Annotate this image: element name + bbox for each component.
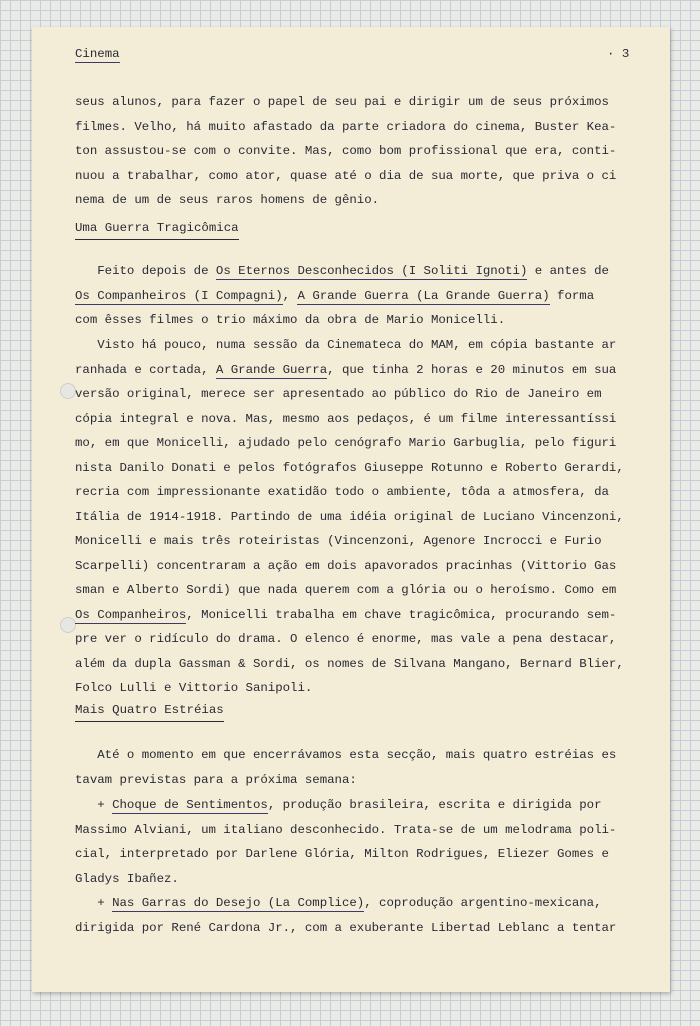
punch-hole-bottom	[60, 617, 76, 633]
heading-guerra: Uma Guerra Tragicômica	[75, 221, 239, 240]
heading-estreias: Mais Quatro Estréias	[75, 703, 224, 722]
paragraph-ate: Até o momento em que encerrávamos esta secção, mais quatro estréias es tavam previstas para a próxima semana:	[75, 748, 617, 787]
list-item-choque: + Choque de Sentimentos, produção brasileira, escrita e dirigida por Massimo Alviani, um italiano desconhecido. Trata-se de um melodrama poli- cial, interpretado por Darlene Glória, Milton Rodrigues, Eliezer Gomes e Gladys Ibañez.	[75, 798, 617, 886]
section-header: Cinema	[75, 47, 120, 61]
paragraph-feito: Feito depois de Os Eternos Desconhecidos (I Soliti Ignoti) e antes de Os Companheiros (I Compagni), A Grande Guerra (La Grande Guerra) forma com êsses filmes o trio máximo da obra de Mario Monicelli.	[75, 264, 609, 327]
list-item-garras: + Nas Garras do Desejo (La Complice), coprodução argentino-mexicana, dirigida por René Cardona Jr., com a exuberante Libertad Leblanc a tentar	[75, 896, 617, 935]
typewritten-page	[32, 27, 670, 992]
punch-hole-top	[60, 383, 76, 399]
paragraph-visto: Visto há pouco, numa sessão da Cinemateca do MAM, em cópia bastante ar ranhada e cortada, A Grande Guerra, que tinha 2 horas e 20 minutos em sua versão original, merece ser apresentado ao público do Rio de Janeiro em cópia integral e nova. Mas, mesmo aos pedaços, é um filme interessantíssi mo, em que Monicelli, ajudado pelo cenógrafo Mario Garbuglia, pelo figuri nista Danilo Donati e pelos fotógrafos Giuseppe Rotunno e Roberto Gerardi, recria com impressionante exatidão todo o ambiente, tôda a atmosfera, da Itália de 1914-1918. Partindo de uma idéia original de Luciano Vincenzoni, Monicelli e mais três roteiristas (Vincenzoni, Agenore Incrocci e Furio Scarpelli) concentraram a ação em dois apavorados pracinhas (Vittorio Gas sman e Alberto Sordi) que nada querem com a glória ou o heroísmo. Como em Os Companheiros, Monicelli trabalha em chave tragicômica, procurando sem- pre ver o ridículo do drama. O elenco é enorme, mas vale a pena destacar, além da dupla Gassman & Sordi, os nomes de Silvana Mangano, Bernard Blier, Folco Lulli e Vittorio Sanipoli.	[75, 338, 624, 695]
paragraph-intro: seus alunos, para fazer o papel de seu pai e dirigir um de seus próximos filmes. Velho, há muito afastado da parte criadora do cinema, Buster Kea- ton assustou-se com o convite. Mas, como bom profissional que era, conti- nuou a trabalhar, como ator, quase até o dia de sua morte, que priva o ci nema de um de seus raros homens de gênio.	[75, 95, 617, 207]
page-number: · 3	[607, 47, 630, 61]
